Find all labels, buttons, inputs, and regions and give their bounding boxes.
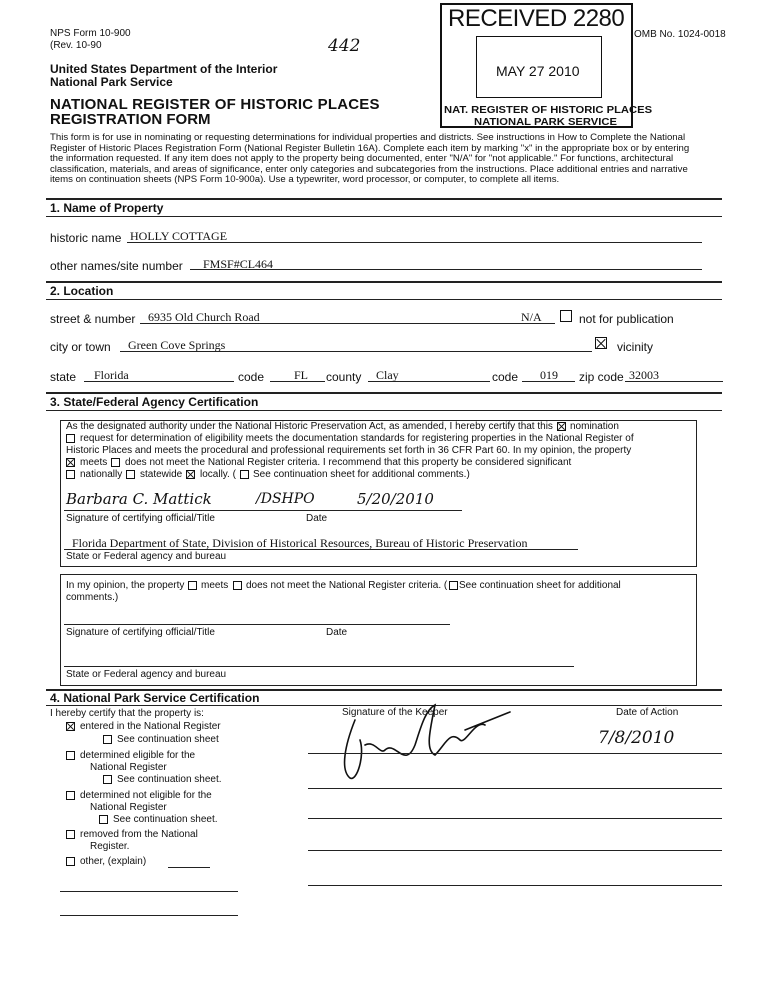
signature-line <box>308 850 722 851</box>
zip-value[interactable]: 32003 <box>629 368 659 382</box>
nationally-label: nationally <box>80 469 123 480</box>
cert-text-1: As the designated authority under the National Historic Preservation Act, as amended, I hereby certify that this <box>66 421 553 432</box>
vicinity-label: vicinity <box>617 340 654 354</box>
eligible-continuation-label: See continuation sheet. <box>117 774 222 785</box>
explain-line <box>168 867 210 868</box>
cert-text-2: request for determination of eligibility meets the documentation standards for registering properties in the National Register of <box>80 433 634 444</box>
signature-line <box>308 753 722 754</box>
street-label: street & number <box>50 312 136 326</box>
agency-label: State or Federal agency and bureau <box>66 551 227 562</box>
meets-checkbox[interactable] <box>66 458 75 467</box>
date-of-action-label: Date of Action <box>616 707 679 718</box>
historic-name-label: historic name <box>50 231 122 245</box>
entered-label: entered in the National Register <box>80 721 221 732</box>
field-underline <box>140 323 555 324</box>
stamp-date: MAY 27 2010 <box>496 63 580 79</box>
signature-line <box>64 510 462 511</box>
instructions-line: This form is for use in nominating or requesting determinations for individual properties and districts. See instructions in How to Complete the National <box>50 132 686 143</box>
field-underline <box>270 381 325 382</box>
removed-label: removed from the National <box>80 829 198 840</box>
section-divider <box>46 198 722 200</box>
section4-title: 4. National Park Service Certification <box>50 691 260 705</box>
section3-title: 3. State/Federal Agency Certification <box>50 395 259 409</box>
entered-continuation-label: See continuation sheet <box>117 734 219 745</box>
stamp-line1: NAT. REGISTER OF HISTORIC PLACES <box>444 105 653 116</box>
eligible-label: determined eligible for the <box>80 750 196 761</box>
eligible-label-2: National Register <box>90 762 167 773</box>
meets-label: meets <box>80 457 108 468</box>
locally-checkbox[interactable] <box>186 470 195 479</box>
certifying-title: /DSHPO <box>256 491 315 507</box>
state-code-value[interactable]: FL <box>294 368 309 382</box>
opinion-text-3: comments.) <box>66 592 119 603</box>
county-code-label: code <box>492 370 519 384</box>
date-of-action: 7/8/2010 <box>598 728 675 748</box>
continuation-sheet-checkbox[interactable] <box>240 470 249 479</box>
field-underline <box>522 381 575 382</box>
certify-statement: I hereby certify that the property is: <box>50 708 204 719</box>
state-label: state <box>50 370 77 384</box>
opinion-does-not-meet-checkbox[interactable] <box>233 581 242 590</box>
form-number: NPS Form 10-900 <box>50 28 131 39</box>
certifying-signature: Barbara C. Mattick <box>66 490 212 508</box>
vicinity-checkbox[interactable] <box>595 337 607 349</box>
cert-nomination-label: nomination <box>570 421 619 432</box>
date-label: Date <box>306 513 328 524</box>
county-label: county <box>326 370 362 384</box>
not-for-publication-checkbox[interactable] <box>560 310 572 322</box>
section1-title: 1. Name of Property <box>50 201 164 215</box>
explain-line <box>60 891 238 892</box>
statewide-checkbox[interactable] <box>126 470 135 479</box>
field-underline <box>368 381 490 382</box>
opinion-continuation-checkbox[interactable] <box>449 581 458 590</box>
county-code-value[interactable]: 019 <box>540 368 558 382</box>
historic-name-value[interactable]: HOLLY COTTAGE <box>130 229 228 243</box>
nomination-checkbox[interactable] <box>557 422 566 431</box>
instructions-line: Register of Historic Places Registration Form (National Register Bulletin 16A). Complete each item by marking "x" in the appropriate box or by entering <box>50 142 690 154</box>
nationally-checkbox[interactable] <box>66 470 75 479</box>
signature-line <box>308 818 722 819</box>
opinion-meets-checkbox[interactable] <box>188 581 197 590</box>
department-name: United States Department of the Interior <box>50 62 278 76</box>
other-checkbox[interactable] <box>66 857 75 866</box>
section-divider <box>46 216 722 217</box>
city-value[interactable]: Green Cove Springs <box>128 338 226 352</box>
other-names-value[interactable]: FMSF#CL464 <box>203 257 274 271</box>
cert-text-4: does not meet the National Register criteria. I recommend that this property be considered significant <box>125 457 572 468</box>
section-divider <box>46 392 722 394</box>
entered-checkbox[interactable] <box>66 722 75 731</box>
entered-continuation-checkbox[interactable] <box>103 735 112 744</box>
not-applicable: N/A <box>521 310 542 324</box>
form-title: NATIONAL REGISTER OF HISTORIC PLACES <box>50 96 380 113</box>
state-value[interactable]: Florida <box>94 368 129 382</box>
city-label: city or town <box>50 340 111 354</box>
signature-line <box>308 788 722 789</box>
eligible-checkbox[interactable] <box>66 751 75 760</box>
explain-line <box>60 915 238 916</box>
not-eligible-continuation-label: See continuation sheet. <box>113 814 218 825</box>
agency-label-2: State or Federal agency and bureau <box>66 669 227 680</box>
field-underline <box>625 381 723 382</box>
removed-label-2: Register. <box>90 841 130 852</box>
field-underline <box>120 351 592 352</box>
instructions-line: the information requested. If any item does not apply to the property being documented, enter "N/A" for "not applicable." For functions, architectural <box>50 153 674 165</box>
keeper-signature-label: Signature of the Keeper <box>342 707 448 718</box>
not-eligible-checkbox[interactable] <box>66 791 75 800</box>
not-eligible-continuation-checkbox[interactable] <box>99 815 108 824</box>
zip-label: zip code <box>579 370 624 384</box>
request-determination-checkbox[interactable] <box>66 434 75 443</box>
form-revision: (Rev. 10-90 <box>50 40 102 51</box>
street-value[interactable]: 6935 Old Church Road <box>148 310 260 324</box>
section-divider <box>46 299 722 300</box>
instructions-line: classification, materials, and areas of significance, enter only categories and subcategories from the instructions. Place additional entries and narrative <box>50 163 688 175</box>
statewide-label: statewide <box>140 469 183 480</box>
date-label-2: Date <box>326 627 348 638</box>
field-underline <box>190 269 702 270</box>
agency-line <box>64 666 574 667</box>
field-underline <box>127 242 702 243</box>
certifying-date: 5/20/2010 <box>357 490 434 508</box>
instructions-block <box>50 133 689 186</box>
not-eligible-label: determined not eligible for the <box>80 790 212 801</box>
not-for-publication-label: not for publication <box>579 312 674 326</box>
eligible-continuation-checkbox[interactable] <box>103 775 112 784</box>
certifying-agency[interactable]: Florida Department of State, Division of Historical Resources, Bureau of Historic Preservation <box>72 536 528 550</box>
instructions-line: items on continuation sheets (NPS Form 10-900a). Use a typewriter, word processor, or computer, to complete all items. <box>50 174 560 186</box>
opinion-text-2: does not meet the National Register criteria. ( <box>246 580 448 591</box>
does-not-meet-checkbox[interactable] <box>111 458 120 467</box>
agency-name: National Park Service <box>50 75 173 89</box>
stamp-line2: NATIONAL PARK SERVICE <box>474 117 617 128</box>
signature-label-2: Signature of certifying official/Title <box>66 627 215 638</box>
state-code-label: code <box>238 370 265 384</box>
opinion-text-1: In my opinion, the property <box>66 580 185 591</box>
keeper-signature <box>325 700 515 785</box>
omb-number: OMB No. 1024-0018 <box>634 29 726 40</box>
opinion-meets-label: meets <box>201 580 229 591</box>
form-subtitle: REGISTRATION FORM <box>50 111 211 128</box>
section-divider <box>46 410 722 411</box>
section-divider <box>46 281 722 283</box>
county-value[interactable]: Clay <box>376 368 399 382</box>
not-eligible-label-2: National Register <box>90 802 167 813</box>
signature-line <box>64 624 450 625</box>
handwritten-reference: 442 <box>328 36 361 56</box>
agency-line <box>64 549 578 550</box>
opinion-continuation-label: See continuation sheet for additional <box>459 580 621 591</box>
other-names-label: other names/site number <box>50 259 183 273</box>
stamp-received: RECEIVED 2280 <box>448 5 625 32</box>
signature-line <box>308 885 722 886</box>
signature-label: Signature of certifying official/Title <box>66 513 215 524</box>
continuation-sheet-label: See continuation sheet for additional comments.) <box>253 469 470 480</box>
section2-title: 2. Location <box>50 284 114 298</box>
field-underline <box>84 381 234 382</box>
locally-label: locally. ( <box>200 469 236 480</box>
removed-checkbox[interactable] <box>66 830 75 839</box>
cert-text-3: Historic Places and meets the procedural and professional requirements set forth in 36 CFR Part 60. In my opinion, the property <box>66 445 632 456</box>
other-label: other, (explain) <box>80 856 147 867</box>
